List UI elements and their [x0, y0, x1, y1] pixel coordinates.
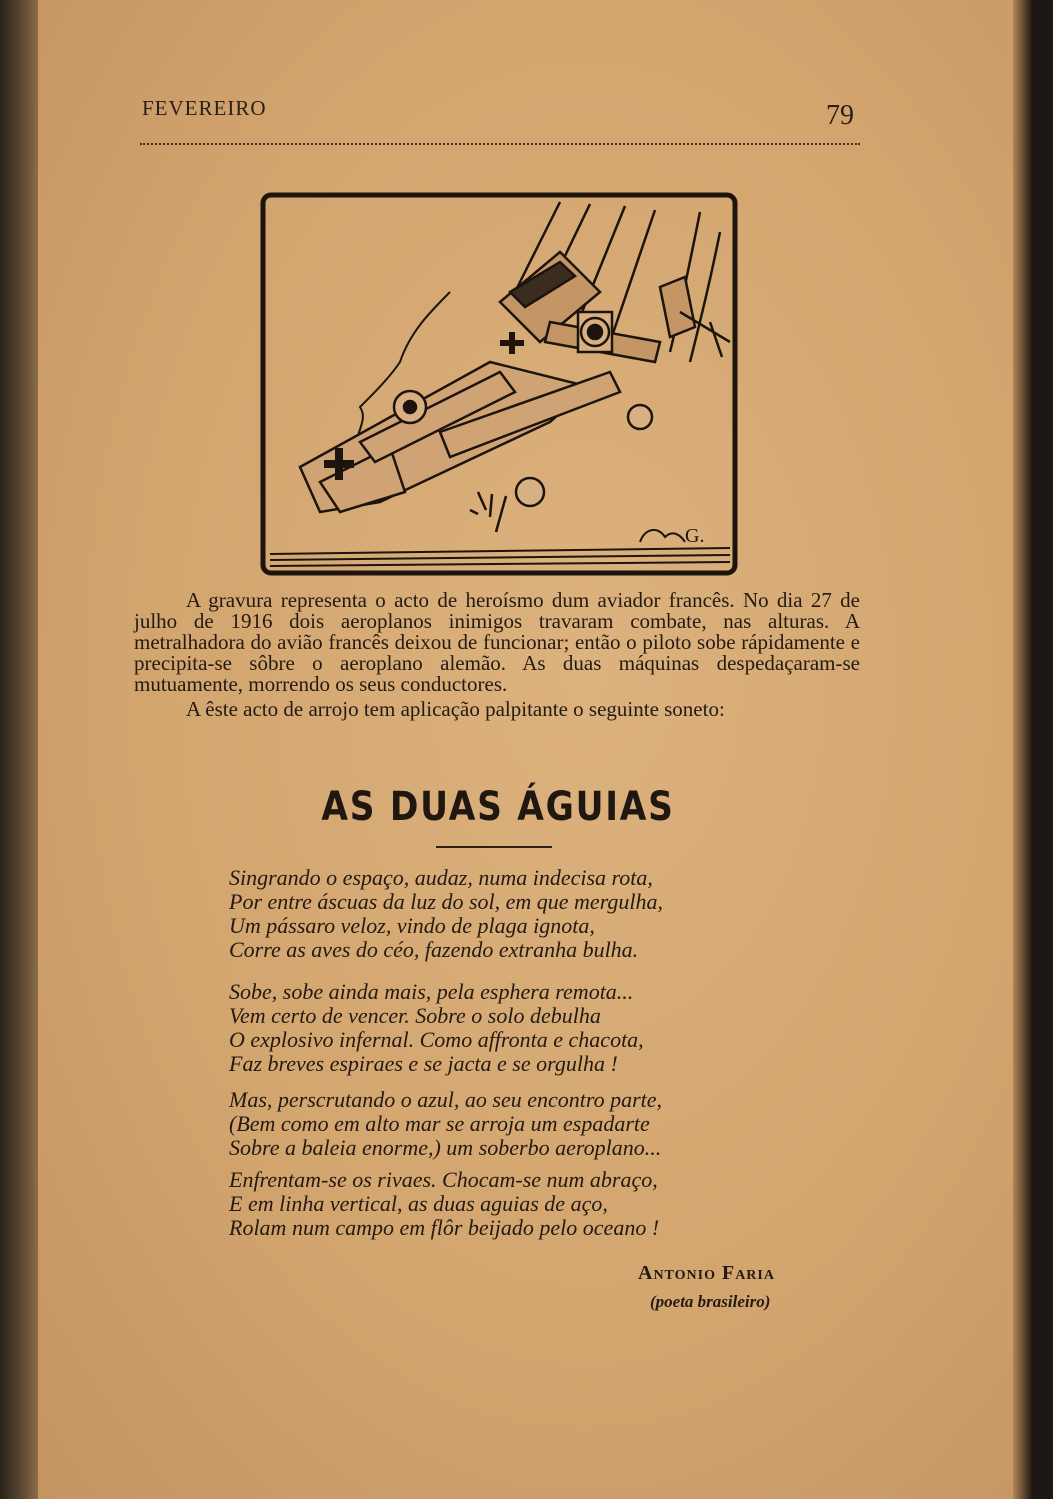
- poem-line: Um pássaro veloz, vindo de plaga ignota,: [229, 913, 595, 938]
- poem-line: Sobe, sobe ainda mais, pela esphera remota...: [229, 979, 634, 1004]
- poem-line: Mas, perscrutando o azul, ao seu encontro parte,: [229, 1087, 663, 1112]
- poem-line: O explosivo infernal. Como affronta e chacota,: [229, 1027, 644, 1052]
- poem-line: Enfrentam-se os rivaes. Chocam-se num abraço,: [229, 1167, 658, 1192]
- poem-line: Por entre áscuas da luz do sol, em que mergulha,: [229, 889, 664, 914]
- poem-line: Faz breves espiraes e se jacta e se orgulha !: [229, 1051, 618, 1076]
- title-rule: [436, 846, 552, 848]
- poem-line: E em linha vertical, as duas aguias de aço,: [229, 1191, 608, 1216]
- book-page: [38, 0, 1033, 1499]
- running-title: FEVEREIRO: [142, 96, 267, 120]
- poem-line: (Bem como em alto mar se arroja um espadarte: [229, 1111, 650, 1136]
- poem-line: Rolam num campo em flôr beijado pelo oceano !: [229, 1215, 660, 1240]
- page-edge-shadow: [1013, 0, 1033, 1499]
- book-spine: [0, 0, 38, 1499]
- page-number: 79: [826, 100, 854, 131]
- artist-signature: G.: [685, 525, 705, 547]
- poem-line: Corre as aves do céo, fazendo extranha bulha.: [229, 937, 639, 962]
- header-rule: [140, 143, 860, 145]
- stanza-3: [229, 1088, 662, 1160]
- poem-author: Antonio Faria: [638, 1262, 775, 1284]
- poem-title: AS DUAS ÁGUIAS: [321, 784, 675, 830]
- poem-line: Sobre a baleia enorme,) um soberbo aeroplano...: [229, 1135, 662, 1160]
- article-text: [134, 590, 860, 720]
- paragraph-intro-sonnet: A êste acto de arrojo tem aplicação palpitante o seguinte soneto:: [186, 697, 725, 721]
- stanza-1: [229, 866, 663, 962]
- paragraph-description: A gravura representa o acto de heroísmo dum aviador francês. No dia 27 de julho de 1916 dois aeroplanos inimigos travaram combate, nas alturas. A metralhadora do avião francês deixou de funcionar; então o piloto sobe rápidamente e precipita-se sôbre o aeroplano alemão. As duas máquinas despedaçaram-se mutuamente, morrendo os seus conductores.: [134, 588, 860, 696]
- author-note: (poeta brasileiro): [650, 1292, 771, 1311]
- aircraft-collision-engraving-icon: [260, 192, 738, 576]
- stanza-4: [229, 1168, 659, 1240]
- poem-line: Singrando o espaço, audaz, numa indecisa rota,: [229, 865, 653, 890]
- poem-line: Vem certo de vencer. Sobre o solo debulha: [229, 1003, 601, 1028]
- stanza-2: [229, 980, 644, 1076]
